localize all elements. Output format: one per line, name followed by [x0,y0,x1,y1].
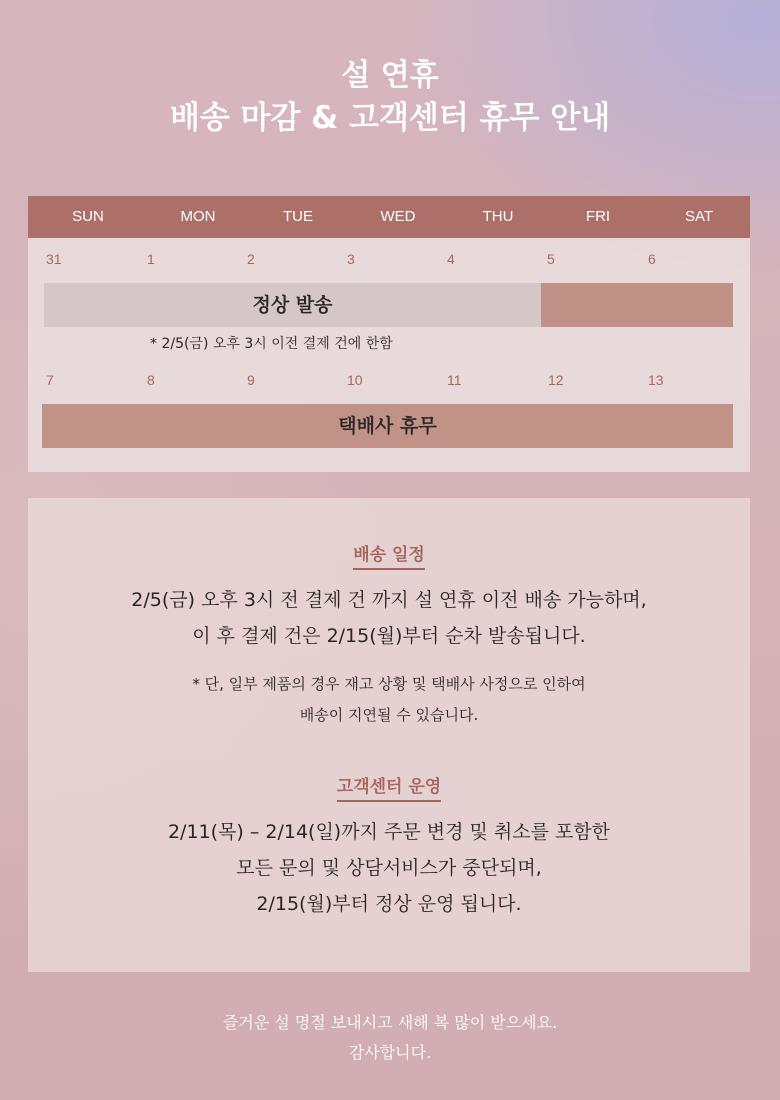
courier-holiday-bar: 택배사 휴무 [42,404,733,448]
normal-shipping-note: * 2/5(금) 오후 3시 이전 결제 건에 한함 [150,336,393,352]
calendar-weekday-header [28,196,750,238]
weekday-tue: TUE [283,208,313,225]
normal-shipping-bar: 정상 발송 [44,283,541,327]
shipping-delay-note [28,669,750,731]
date-cell: 4 [447,251,455,267]
page-title [0,56,780,140]
weekday-mon: MON [180,208,216,225]
footer-line-1: 즐거운 설 명절 보내시고 새해 복 많이 받으세요. [222,1013,558,1032]
weekday-fri: FRI [585,208,611,225]
shipping-note-1: * 단, 일부 제품의 경우 재고 상황 및 택배사 사정으로 인하여 [192,675,586,693]
footer-line-2: 감사합니다. [348,1043,432,1062]
shipping-title-text: 배송 일정 [353,540,425,570]
calendar-week-1-dates [28,248,750,270]
cs-section-title [28,772,750,802]
shipping-schedule-text [28,582,750,654]
notice-panel [28,498,750,972]
date-cell: 10 [347,372,363,388]
cs-line-2: 모든 문의 및 상담서비스가 중단되며, [236,857,542,879]
cs-title-text: 고객센터 운영 [337,772,441,802]
holiday-calendar [28,196,750,472]
cutoff-day-bar [541,283,733,327]
shipping-line-1: 2/5(금) 오후 3시 전 결제 건 까지 설 연휴 이전 배송 가능하며, [131,589,647,611]
shipping-line-2: 이 후 결제 건은 2/15(월)부터 순차 발송됩니다. [192,625,586,647]
weekday-sat: SAT [684,208,714,225]
shipping-section-title [28,540,750,570]
date-cell: 5 [547,251,555,267]
title-line-2: 배송 마감 & 고객센터 휴무 안내 [169,100,611,136]
date-cell: 2 [247,251,255,267]
title-line-1: 설 연휴 [341,58,439,93]
date-cell: 8 [147,372,155,388]
date-cell: 9 [247,372,255,388]
date-cell: 11 [447,372,462,388]
cs-line-1: 2/11(목) – 2/14(일)까지 주문 변경 및 취소를 포함한 [167,821,611,843]
date-cell: 7 [46,372,54,388]
weekday-wed: WED [380,208,416,225]
date-cell: 1 [147,251,155,267]
cs-line-3: 2/15(월)부터 정상 운영 됩니다. [256,893,522,915]
date-cell: 12 [548,372,564,388]
date-cell: 31 [46,251,62,267]
date-cell: 3 [347,251,355,267]
weekday-sun: SUN [72,208,104,225]
calendar-week-2-dates [28,369,750,391]
shipping-note-2: 배송이 지연될 수 있습니다. [299,706,479,724]
closing-message [0,1008,780,1068]
date-cell: 13 [648,372,664,388]
cs-operation-text [28,814,750,922]
date-cell: 6 [648,251,656,267]
weekday-thu: THU [482,208,514,225]
